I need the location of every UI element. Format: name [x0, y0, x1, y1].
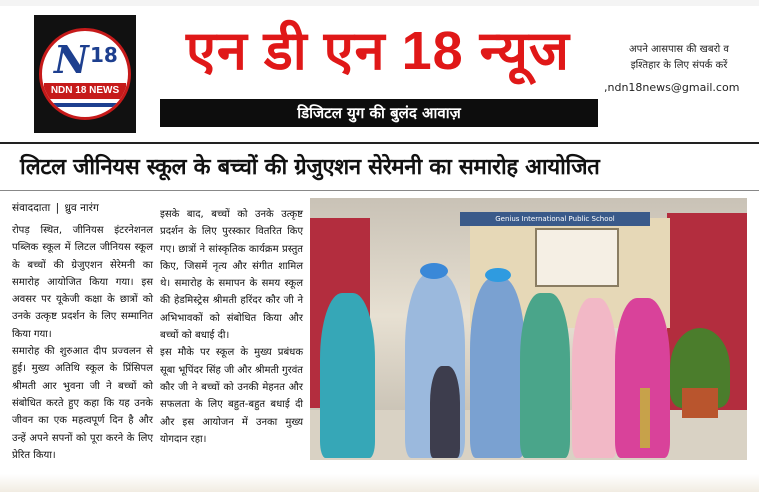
article-paragraph: समारोह की शुरुआत दीप प्रज्वलन से हुई। मुख्य अतिथि स्कूल के प्रिंसिपल श्रीमती आर भुवना जी ने बच्चों को संबोधित करते हुए कहा कि यह उनके जीवन का एक महत्वपूर्ण दिन है और उन्हें अपने सपनों को पूरा करने के लिए प्रेरित किया। [12, 346, 153, 461]
photo-turban [420, 263, 448, 279]
photo-lamp [640, 388, 650, 448]
article-paragraph: इस मौके पर स्कूल के मुख्य प्रबंधक सूबा भूपिंदर सिंह जी और श्रीमती गुरवंत कौर जी ने बच्चों को उनकी मेहनत और सफलता के लिए बहुत-बहुत बधाई दी और इस आयोजन में उनका मुख्य योगदान रहा। [160, 347, 303, 445]
byline-separator: | [55, 202, 60, 214]
byline [12, 201, 99, 215]
masthead-divider [0, 142, 759, 144]
contact-line-2: इश्तिहार के लिए संपर्क करें [630, 60, 728, 71]
byline-author: ध्रुव नारंग [64, 202, 99, 214]
event-photo [310, 198, 747, 460]
masthead-tagline: डिजिटल युग की बुलंद आवाज़ [160, 99, 598, 127]
byline-role: संवाददाता [12, 202, 51, 214]
logo-n-letter: N [54, 37, 89, 82]
photo-child [430, 366, 460, 458]
logo-emblem [39, 28, 131, 120]
page-top-border [0, 0, 759, 6]
contact-email[interactable]: ,ndn18news@gmail.com [604, 81, 740, 94]
headline-divider [0, 190, 759, 191]
ndn18-logo [34, 15, 136, 133]
article-column-2 [160, 206, 303, 448]
page-bottom-border [0, 474, 759, 492]
logo-stripe [42, 103, 128, 107]
contact-line-1: अपने आसपास की खबरो व [629, 44, 729, 55]
newspaper-masthead-title: एन डी एन 18 न्यूज [186, 21, 570, 81]
article-paragraph: रोपड़ स्थित, जीनियस इंटरनेशनल पब्लिक स्कूल में लिटल जीनियस स्कूल के बच्चों की ग्रेजुएशन सेरेमनी का समारोह आयोजित किया गया। इस अवसर पर यूकेजी कक्षा के छात्रों को उनके उत्कृष्ट प्रदर्शन के लिए सम्मानित किया गया। [12, 225, 153, 340]
photo-screen [535, 228, 619, 287]
article-column-1 [12, 222, 153, 464]
photo-person [572, 298, 617, 458]
photo-person [470, 278, 525, 458]
logo-number: 18 [90, 43, 118, 67]
contact-info [604, 42, 754, 96]
photo-school-board: Genius International Public School [460, 212, 650, 226]
article-headline: लिटल जीनियस स्कूल के बच्चों की ग्रेजुएशन सेरेमनी का समारोह आयोजित [20, 155, 600, 180]
logo-band-text: NDN 18 NEWS [44, 83, 126, 99]
photo-turban [485, 268, 511, 282]
photo-person [320, 293, 375, 458]
photo-plant-pot [682, 388, 718, 418]
article-paragraph: इसके बाद, बच्चों को उनके उत्कृष्ट प्रदर्शन के लिए पुरस्कार वितरित किए गए। छात्रों ने सांस्कृतिक कार्यक्रम प्रस्तुत किए, जिसमें नृत्य और संगीत शामिल थे। समारोह के समापन के समय स्कूल की हेडमिस्ट्रेस श्रीमती हरिंदर कौर जी ने अभिभावकों को संबोधित किया और बच्चों को बधाई दी। [160, 209, 303, 342]
photo-person [520, 293, 570, 458]
